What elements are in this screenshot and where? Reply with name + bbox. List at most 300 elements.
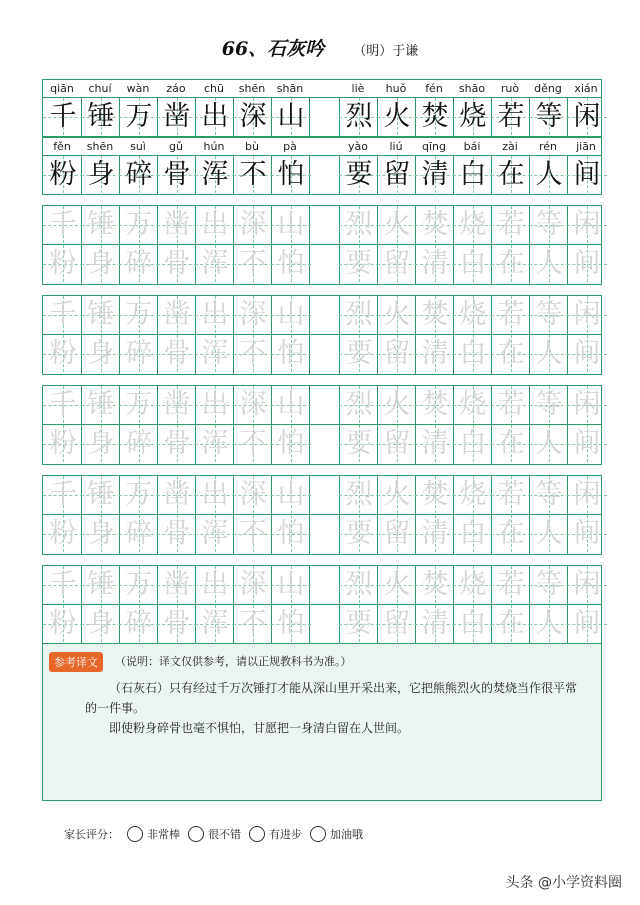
trace-cell[interactable] [43,296,83,333]
trace-cell[interactable] [567,335,607,372]
trace-cell[interactable] [567,206,607,243]
trace-cell[interactable] [453,566,493,603]
trace-cell[interactable] [339,425,379,462]
trace-cell[interactable] [529,335,569,372]
pinyin-syllable: qiān [50,82,74,95]
trace-character: 烈 [345,299,373,330]
trace-character: 万 [125,389,153,420]
pinyin-syllable: chū [204,82,224,95]
block-gap [42,195,602,205]
trace-cell[interactable] [81,296,121,333]
trace-row [42,245,602,285]
trace-character: 清 [421,338,449,369]
trace-cell[interactable] [233,245,273,282]
poem-character: 烈 [345,101,373,132]
trace-cell[interactable] [491,605,531,642]
trace-cell[interactable] [415,425,455,462]
poem-character: 等 [535,101,563,132]
trace-cell[interactable] [271,476,311,513]
poem-title: 66、石灰吟 [221,38,325,60]
trace-cell[interactable] [271,515,311,552]
trace-cell[interactable] [195,425,235,462]
block-gap [42,555,602,565]
trace-cell[interactable] [119,296,159,333]
trace-cell[interactable] [195,515,235,552]
pinyin-syllable: wàn [126,82,150,95]
trace-character: 出 [201,389,229,420]
poem-character: 锤 [87,101,115,132]
trace-cell[interactable] [339,335,379,372]
trace-character: 人 [535,248,563,279]
trace-character: 深 [239,569,267,600]
trace-character: 万 [125,479,153,510]
translation-paragraph-1: （石灰石）只有经过千万次锤打才能从深山里开采出来，它把熊熊烈火的焚烧当作很平常的一件事。 [85,681,578,715]
trace-cell[interactable] [119,425,159,462]
trace-character: 浑 [201,518,229,549]
trace-character: 间 [573,428,601,459]
trace-character: 焚 [421,299,449,330]
trace-character: 火 [383,389,411,420]
pinyin-syllable: qīng [422,140,446,153]
trace-cell[interactable] [157,296,197,333]
trace-cell[interactable] [415,515,455,552]
poem-character: 人 [535,159,563,190]
pinyin-syllable: rén [538,140,558,153]
poem-character: 留 [383,159,411,190]
trace-character: 白 [459,248,487,279]
trace-cell[interactable] [43,335,83,372]
trace-cell[interactable] [377,296,417,333]
trace-character: 焚 [421,569,449,600]
trace-character: 粉 [49,428,77,459]
trace-character: 锤 [87,209,115,240]
trace-character: 焚 [421,479,449,510]
trace-cell[interactable] [377,245,417,282]
trace-row [42,475,602,515]
trace-cell[interactable] [157,386,197,423]
trace-cell[interactable] [339,476,379,513]
trace-row [42,515,602,555]
trace-character: 出 [201,569,229,600]
trace-character: 要 [345,338,373,369]
trace-character: 烧 [459,479,487,510]
trace-cell[interactable] [377,605,417,642]
trace-cell[interactable] [81,566,121,603]
trace-cell[interactable] [233,566,273,603]
trace-cell[interactable] [43,245,83,282]
trace-cell[interactable] [157,425,197,462]
trace-character: 要 [345,248,373,279]
rating-option-2[interactable]: 很不错 [188,826,241,842]
trace-cell[interactable] [491,386,531,423]
trace-character: 怕 [277,428,305,459]
trace-character: 山 [277,299,305,330]
poem-author: （明）于谦 [353,44,419,59]
trace-character: 山 [277,479,305,510]
trace-cell[interactable] [81,386,121,423]
trace-cell[interactable] [271,566,311,603]
trace-cell[interactable] [567,566,607,603]
trace-cell[interactable] [567,515,607,552]
trace-character: 锤 [87,389,115,420]
radio-circle-icon[interactable] [249,826,265,842]
trace-character: 火 [383,209,411,240]
trace-cell[interactable] [453,515,493,552]
trace-character: 人 [535,608,563,639]
trace-cell[interactable] [195,476,235,513]
trace-character: 白 [459,428,487,459]
trace-cell[interactable] [119,566,159,603]
trace-cell[interactable] [377,335,417,372]
trace-cell[interactable] [377,566,417,603]
trace-character: 若 [497,389,525,420]
trace-row [42,205,602,245]
trace-cell[interactable] [339,566,379,603]
trace-character: 不 [239,428,267,459]
trace-cell[interactable] [339,605,379,642]
trace-cell[interactable] [81,206,121,243]
trace-cell[interactable] [157,476,197,513]
trace-cell[interactable] [195,245,235,282]
pinyin-syllable: hún [203,140,225,153]
trace-character: 烧 [459,299,487,330]
trace-cell[interactable] [195,566,235,603]
trace-character: 在 [497,428,525,459]
trace-cell[interactable] [377,206,417,243]
trace-cell[interactable] [453,425,493,462]
trace-cell[interactable] [233,386,273,423]
trace-character: 浑 [201,608,229,639]
trace-cell[interactable] [415,245,455,282]
trace-cell[interactable] [529,605,569,642]
trace-character: 怕 [277,248,305,279]
trace-cell[interactable] [157,245,197,282]
trace-cell[interactable] [81,476,121,513]
trace-cell[interactable] [271,425,311,462]
trace-cell[interactable] [119,476,159,513]
trace-row [42,385,602,425]
character-row [42,97,602,137]
trace-cell[interactable] [529,206,569,243]
poem-character: 浑 [201,159,229,190]
trace-character: 若 [497,299,525,330]
trace-cell[interactable] [415,386,455,423]
trace-cell[interactable] [43,476,83,513]
trace-cell[interactable] [491,476,531,513]
poem-character: 凿 [163,101,191,132]
trace-cell[interactable] [377,515,417,552]
trace-cell[interactable] [339,296,379,333]
trace-character: 等 [535,209,563,240]
rating-option-4[interactable]: 加油哦 [310,826,363,842]
trace-character: 白 [459,608,487,639]
trace-cell[interactable] [119,335,159,372]
trace-cell[interactable] [567,296,607,333]
trace-cell[interactable] [271,206,311,243]
pinyin-syllable: fén [425,82,443,95]
character-cell [233,156,273,193]
character-cell [377,156,417,193]
trace-cell[interactable] [233,476,273,513]
trace-character: 碎 [125,338,153,369]
character-cell [339,156,379,193]
pinyin-syllable: huǒ [385,82,407,95]
trace-cell[interactable] [43,566,83,603]
trace-cell[interactable] [567,425,607,462]
trace-cell[interactable] [119,515,159,552]
trace-cell[interactable] [271,296,311,333]
block-gap [42,465,602,475]
poem-character: 若 [497,101,525,132]
trace-character: 烈 [345,209,373,240]
trace-character: 万 [125,209,153,240]
rating-option-3[interactable]: 有进步 [249,826,302,842]
poem-character: 山 [277,101,305,132]
trace-cell[interactable] [233,425,273,462]
trace-cell[interactable] [81,425,121,462]
trace-cell[interactable] [81,335,121,372]
trace-cell[interactable] [377,476,417,513]
poem-character: 碎 [125,159,153,190]
trace-cell[interactable] [453,386,493,423]
trace-cell[interactable] [415,335,455,372]
trace-character: 要 [345,518,373,549]
character-cell [415,98,455,135]
trace-character: 千 [49,389,77,420]
trace-row [42,295,602,335]
trace-character: 清 [421,428,449,459]
trace-cell[interactable] [119,386,159,423]
trace-cell[interactable] [567,245,607,282]
trace-character: 白 [459,338,487,369]
trace-character: 骨 [163,248,191,279]
trace-character: 间 [573,518,601,549]
trace-cell[interactable] [195,296,235,333]
trace-character: 山 [277,209,305,240]
trace-character: 清 [421,248,449,279]
trace-cell[interactable] [491,296,531,333]
trace-character: 怕 [277,338,305,369]
trace-cell[interactable] [529,566,569,603]
trace-cell[interactable] [119,245,159,282]
trace-cell[interactable] [567,386,607,423]
rating-option-1[interactable]: 非常棒 [127,826,180,842]
trace-cell[interactable] [271,386,311,423]
trace-cell[interactable] [157,515,197,552]
trace-row [42,565,602,605]
trace-cell[interactable] [453,476,493,513]
trace-character: 烧 [459,389,487,420]
trace-cell[interactable] [491,566,531,603]
pinyin-syllable: shēn [238,82,266,95]
character-cell [529,98,569,135]
radio-circle-icon[interactable] [127,826,143,842]
trace-cell[interactable] [529,386,569,423]
trace-cell[interactable] [81,605,121,642]
poem-character: 深 [239,101,267,132]
trace-character: 凿 [163,389,191,420]
trace-cell[interactable] [233,605,273,642]
trace-cell[interactable] [529,296,569,333]
trace-character: 粉 [49,248,77,279]
pinyin-syllable: záo [166,82,186,95]
trace-cell[interactable] [81,515,121,552]
trace-character: 浑 [201,338,229,369]
trace-cell[interactable] [43,425,83,462]
rating-label: 家长评分： [64,828,119,841]
pinyin-syllable: suì [130,140,146,153]
trace-character: 烈 [345,479,373,510]
trace-cell[interactable] [233,206,273,243]
trace-cell[interactable] [271,245,311,282]
trace-cell[interactable] [43,515,83,552]
trace-character: 烧 [459,569,487,600]
trace-cell[interactable] [233,335,273,372]
trace-cell[interactable] [377,386,417,423]
character-cell [195,156,235,193]
trace-character: 等 [535,299,563,330]
trace-cell[interactable] [339,206,379,243]
trace-character: 碎 [125,608,153,639]
poem-character: 间 [573,159,601,190]
trace-cell[interactable] [157,206,197,243]
trace-character: 凿 [163,299,191,330]
trace-cell[interactable] [43,386,83,423]
trace-character: 人 [535,428,563,459]
trace-character: 深 [239,479,267,510]
trace-cell[interactable] [453,605,493,642]
trace-character: 山 [277,389,305,420]
trace-cell[interactable] [271,335,311,372]
trace-cell[interactable] [43,206,83,243]
trace-character: 粉 [49,338,77,369]
trace-character: 要 [345,428,373,459]
trace-cell[interactable] [491,206,531,243]
pinyin-syllable: ruò [500,82,520,95]
character-cell [453,98,493,135]
trace-character: 怕 [277,518,305,549]
trace-character: 骨 [163,518,191,549]
trace-cell[interactable] [529,245,569,282]
character-cell [157,156,197,193]
poem-character: 不 [239,159,267,190]
trace-cell[interactable] [415,476,455,513]
trace-cell[interactable] [491,515,531,552]
trace-cell[interactable] [271,605,311,642]
trace-cell[interactable] [415,605,455,642]
trace-cell[interactable] [529,515,569,552]
poem-character: 在 [497,159,525,190]
trace-cell[interactable] [377,425,417,462]
trace-cell[interactable] [453,206,493,243]
translation-paragraph-2: 即使粉身碎骨也毫不惧怕，甘愿把一身清白留在人世间。 [109,721,410,735]
trace-character: 出 [201,479,229,510]
pinyin-row [42,79,602,97]
trace-cell[interactable] [339,515,379,552]
trace-cell[interactable] [195,206,235,243]
trace-cell[interactable] [119,605,159,642]
trace-cell[interactable] [415,566,455,603]
trace-row [42,425,602,465]
trace-cell[interactable] [195,605,235,642]
trace-character: 若 [497,209,525,240]
trace-character: 碎 [125,428,153,459]
trace-cell[interactable] [567,476,607,513]
trace-cell[interactable] [157,566,197,603]
trace-character: 凿 [163,479,191,510]
trace-cell[interactable] [491,245,531,282]
trace-character: 千 [49,209,77,240]
trace-cell[interactable] [43,605,83,642]
trace-cell[interactable] [529,425,569,462]
trace-character: 凿 [163,569,191,600]
trace-character: 清 [421,608,449,639]
character-cell [491,156,531,193]
trace-cell[interactable] [415,206,455,243]
radio-circle-icon[interactable] [188,826,204,842]
trace-cell[interactable] [491,335,531,372]
trace-cell[interactable] [157,605,197,642]
trace-character: 出 [201,299,229,330]
trace-character: 闲 [573,569,601,600]
trace-cell[interactable] [567,605,607,642]
trace-cell[interactable] [157,335,197,372]
poem-character: 焚 [421,101,449,132]
trace-character: 等 [535,389,563,420]
trace-character: 若 [497,569,525,600]
trace-cell[interactable] [453,245,493,282]
poem-character: 闲 [573,101,601,132]
character-cell [119,156,159,193]
radio-circle-icon[interactable] [310,826,326,842]
trace-character: 骨 [163,428,191,459]
trace-cell[interactable] [453,335,493,372]
trace-cell[interactable] [195,386,235,423]
trace-character: 闲 [573,209,601,240]
pinyin-syllable: liè [351,82,365,95]
trace-character: 留 [383,518,411,549]
poem-character: 清 [421,159,449,190]
trace-cell[interactable] [119,206,159,243]
trace-cell[interactable] [491,425,531,462]
trace-character: 白 [459,518,487,549]
trace-cell[interactable] [415,296,455,333]
trace-character: 深 [239,389,267,420]
trace-row [42,335,602,375]
character-cell [233,98,273,135]
character-cell [119,98,159,135]
trace-character: 身 [87,338,115,369]
character-cell [415,156,455,193]
trace-cell[interactable] [529,476,569,513]
character-cell [43,98,83,135]
trace-cell[interactable] [339,245,379,282]
character-cell [271,156,311,193]
block-gap [42,285,602,295]
pinyin-syllable: fěn [53,140,71,153]
trace-cell[interactable] [233,296,273,333]
trace-cell[interactable] [81,245,121,282]
trace-character: 碎 [125,518,153,549]
pinyin-syllable: pà [283,140,297,153]
trace-cell[interactable] [453,296,493,333]
trace-cell[interactable] [339,386,379,423]
trace-character: 在 [497,608,525,639]
trace-cell[interactable] [195,335,235,372]
translation-panel [42,643,602,801]
trace-character: 在 [497,518,525,549]
trace-cell[interactable] [233,515,273,552]
